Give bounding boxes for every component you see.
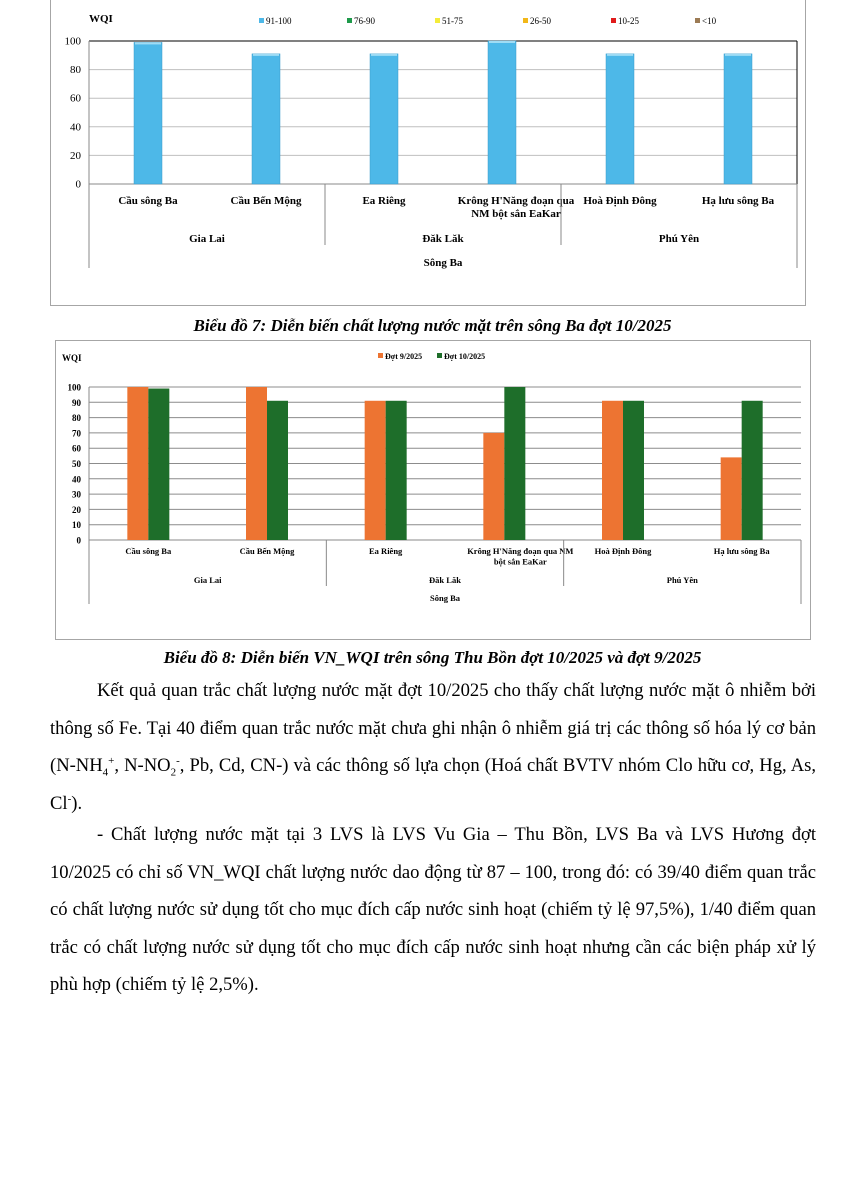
p1-text-4: ).	[71, 792, 83, 814]
y-tick-label: 60	[72, 443, 81, 454]
y-tick-label: 20	[72, 504, 81, 515]
super-group-label: Sông Ba	[423, 257, 463, 269]
y-tick-label: 40	[72, 474, 81, 485]
bar	[365, 401, 386, 540]
y-tick-label: 40	[70, 121, 81, 134]
legend-swatch	[523, 18, 528, 23]
y-tick-label: 0	[76, 535, 81, 546]
y-axis-label: WQI	[62, 353, 82, 363]
p1-sup-nh4: +	[108, 754, 115, 767]
bar	[252, 54, 280, 184]
y-tick-label: 80	[72, 413, 81, 424]
bar	[742, 401, 763, 540]
legend-label: <10	[702, 16, 717, 26]
p1-text-1: Kết quả quan trắc chất lượng nước mặt đợt 10/2025 cho thấy chất lượng nước mặt ô nhiễm bởi thông số Fe. Tại 40 điểm quan trắc nước mặt chưa ghi nhận ô nhiễm giá trị các thông số hóa lý cơ bản (N-NH	[50, 680, 816, 776]
bar-highlight	[253, 54, 279, 56]
category-label: Ea Riêng	[369, 546, 403, 556]
chart-wqi-comparison	[55, 340, 811, 640]
legend-swatch	[437, 353, 442, 358]
y-tick-label: 0	[75, 178, 81, 191]
p2-text: - Chất lượng nước mặt tại 3 LVS là LVS Vu Gia – Thu Bồn, LVS Ba và LVS Hương đợt 10/2025 có chỉ số VN_WQI chất lượng nước dao động từ 87 – 100, trong đó: có 39/40 điểm quan trắc có chất lượng nước sử dụng tốt cho mục đích cấp nước sinh hoạt (chiếm tỷ lệ 97,5%), 1/40 điểm quan trắc có chất lượng nước sử dụng tốt cho mục đích cấp nước sinh hoạt nhưng cần các biện pháp xử lý phù hợp (chiếm tỷ lệ 2,5%).	[50, 824, 816, 995]
y-tick-label: 10	[72, 520, 81, 531]
group-label: Phú Yên	[666, 575, 698, 585]
chart2-svg	[56, 341, 810, 639]
legend-label: 91-100	[266, 16, 292, 26]
legend-label: Đợt 9/2025	[385, 352, 423, 361]
category-label: Hạ lưu sông Ba	[713, 546, 770, 556]
group-label: Phú Yên	[658, 233, 700, 245]
legend-label: 10-25	[618, 16, 639, 26]
legend-swatch	[695, 18, 700, 23]
bar	[134, 42, 162, 184]
category-label: Cầu Bến Mộng	[239, 546, 295, 556]
bar	[246, 387, 267, 540]
chart8-caption: Biểu đồ 8: Diễn biến VN_WQI trên sông Thu Bồn đợt 10/2025 và đợt 9/2025	[163, 648, 702, 667]
bar-highlight	[371, 54, 397, 56]
group-label: Đăk Lăk	[422, 233, 464, 245]
bar-highlight	[725, 54, 751, 56]
p1-sub-no2: 2	[170, 766, 177, 779]
category-label: Krông H'Năng đoạn qua	[457, 195, 575, 207]
category-label: bột sắn EaKar	[493, 556, 547, 567]
y-tick-label: 20	[70, 149, 81, 162]
category-label: Hạ lưu sông Ba	[701, 195, 775, 207]
category-label: Cầu sông Ba	[118, 195, 178, 207]
legend-label: Đợt 10/2025	[444, 352, 486, 361]
legend-label: 51-75	[442, 16, 463, 26]
y-tick-label: 70	[72, 428, 81, 439]
y-tick-label: 90	[72, 397, 81, 408]
y-tick-label: 80	[70, 64, 81, 77]
y-axis-label: WQI	[89, 13, 113, 25]
category-label: Ea Riêng	[362, 195, 406, 207]
chart7-caption: Biểu đồ 7: Diễn biến chất lượng nước mặt trên sông Ba đợt 10/2025	[193, 316, 672, 335]
bar	[127, 387, 148, 540]
paragraph-lvs-quality	[50, 816, 816, 1004]
bar-highlight	[135, 42, 161, 44]
category-label: Krông H'Năng đoạn qua NM	[467, 546, 574, 556]
chart-wqi-levels	[50, 0, 806, 306]
y-tick-label: 30	[72, 489, 81, 500]
bar	[267, 401, 288, 540]
super-group-label: Sông Ba	[430, 593, 460, 603]
bar	[606, 54, 634, 184]
legend-swatch	[611, 18, 616, 23]
paragraph-results	[50, 672, 816, 822]
p1-sub-nh4: 4	[102, 766, 109, 779]
category-label: Cầu sông Ba	[125, 546, 172, 556]
p1-text-3: , Pb, Cd, CN-) và các thông số lựa chọn (Hoá chất BVTV nhóm Clo hữu cơ, Hg, As, Cl	[50, 755, 817, 814]
chart1-svg	[51, 0, 805, 305]
legend-swatch	[435, 18, 440, 23]
bar-highlight	[489, 41, 515, 43]
legend-label: 26-50	[530, 16, 551, 26]
legend-swatch	[259, 18, 264, 23]
bar	[602, 401, 623, 540]
bar	[386, 401, 407, 540]
category-label: NM bột sắn EaKar	[471, 208, 561, 220]
bar	[504, 387, 525, 540]
legend-label: 76-90	[354, 16, 375, 26]
bar	[488, 41, 516, 184]
group-label: Gia Lai	[189, 233, 225, 245]
y-tick-label: 100	[64, 35, 81, 48]
y-tick-label: 100	[67, 382, 81, 393]
y-tick-label: 60	[70, 92, 81, 105]
bar	[148, 389, 169, 540]
category-label: Hoà Định Đông	[583, 195, 657, 207]
bar	[724, 54, 752, 184]
category-label: Cầu Bến Mộng	[230, 195, 302, 207]
bar-highlight	[607, 54, 633, 56]
p1-sup-cl: -	[67, 792, 72, 805]
bar	[623, 401, 644, 540]
bar	[370, 54, 398, 184]
group-label: Gia Lai	[193, 575, 222, 585]
p1-sup-no2: -	[176, 754, 180, 767]
group-label: Đăk Lăk	[429, 575, 461, 585]
legend-swatch	[378, 353, 383, 358]
legend-swatch	[347, 18, 352, 23]
bar	[483, 433, 504, 540]
y-tick-label: 50	[72, 459, 81, 469]
category-label: Hoà Định Đông	[594, 546, 652, 556]
p1-text-2: , N-NO	[114, 755, 171, 776]
bar	[721, 457, 742, 540]
